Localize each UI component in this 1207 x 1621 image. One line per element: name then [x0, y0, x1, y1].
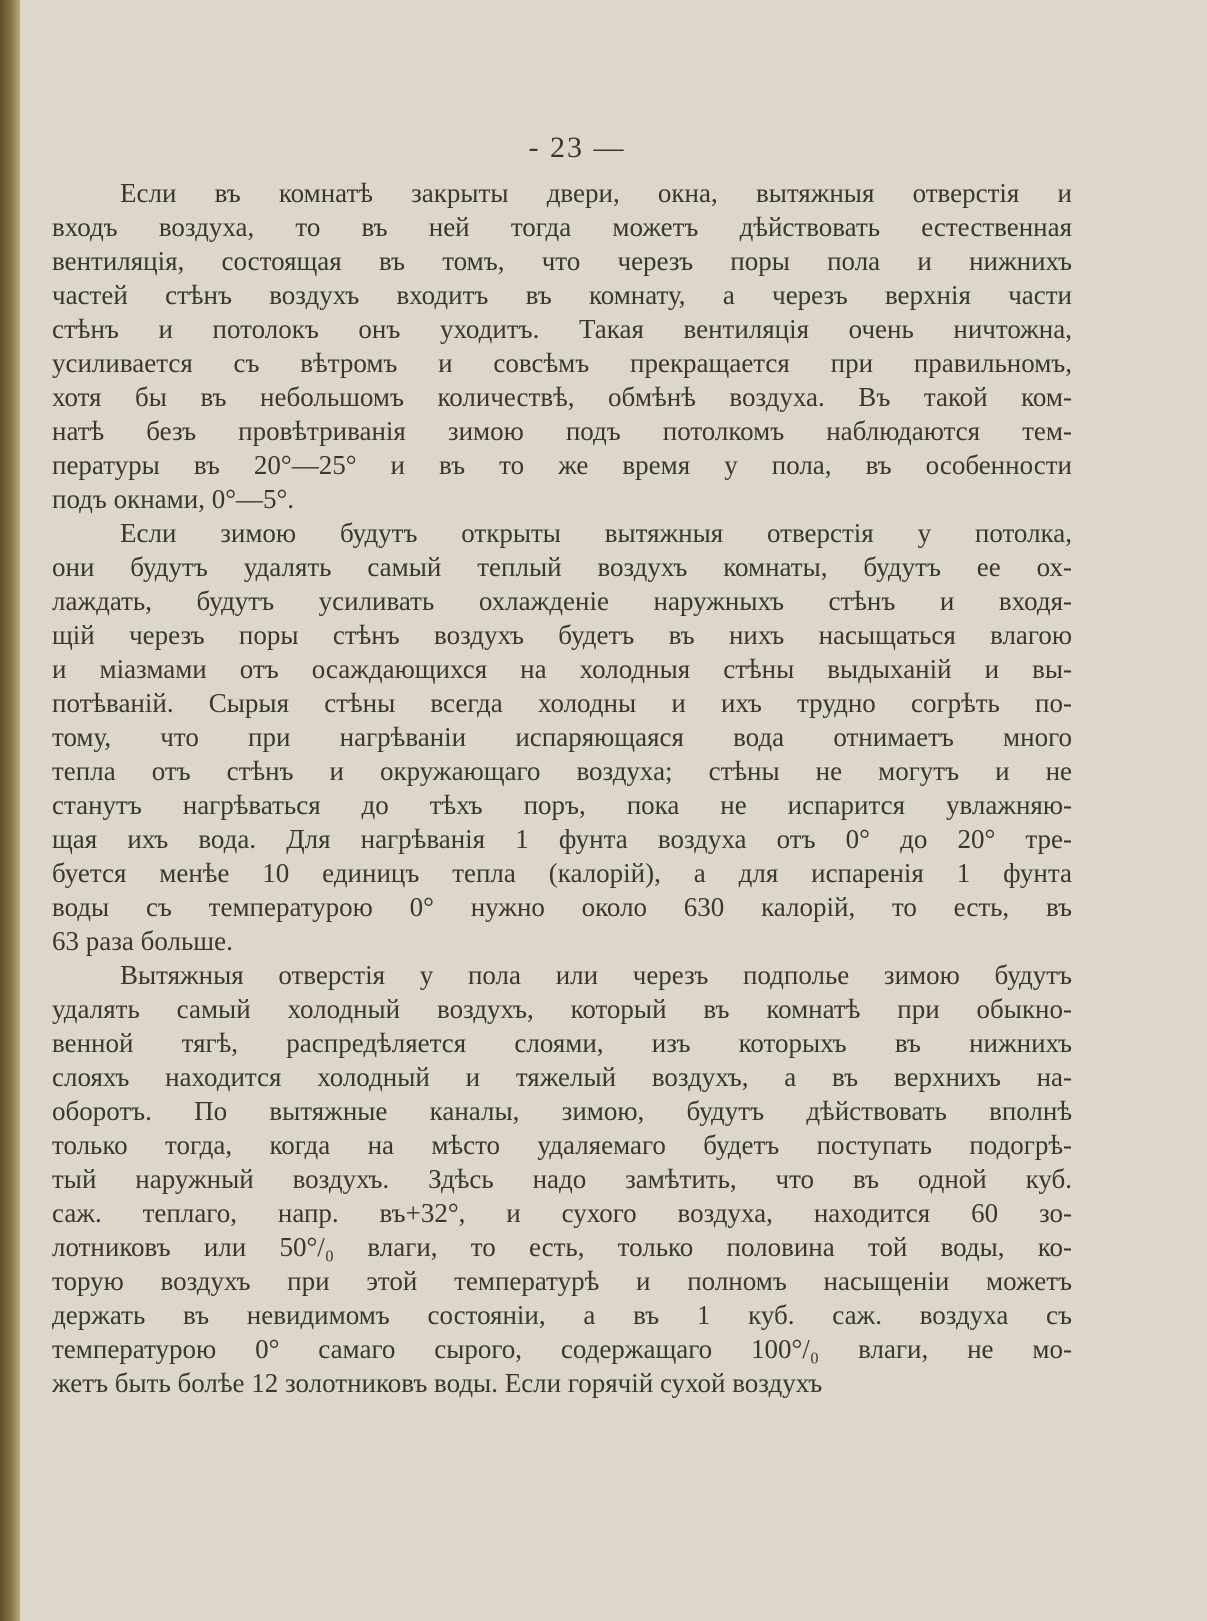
text-line: вентиляція, состоящая въ томъ, что черезъ поры пола и нижнихъ — [52, 246, 1072, 276]
paragraph-container — [52, 176, 1072, 1400]
text-line: пературы въ 20°—25° и въ то же время у пола, въ особенности — [52, 450, 1072, 480]
page-body — [52, 120, 1072, 1400]
text-line: щій черезъ поры стѣнъ воздухъ будетъ въ нихъ насыщаться влагою — [52, 620, 1072, 650]
text-line: торую воздухъ при этой температурѣ и полномъ насыщеніи можетъ — [52, 1266, 1072, 1296]
text-line: венной тягѣ, распредѣляется слоями, изъ которыхъ въ нижнихъ — [52, 1028, 1072, 1058]
text-line: станутъ нагрѣваться до тѣхъ поръ, пока не испарится увлажняю- — [52, 790, 1072, 820]
text-line: входъ воздуха, то въ ней тогда можетъ дѣйствовать естественная — [52, 212, 1072, 242]
text-line: слояхъ находится холодный и тяжелый воздухъ, а въ верхнихъ на- — [52, 1062, 1072, 1092]
text-line: держать въ невидимомъ состояніи, а въ 1 куб. саж. воздуха съ — [52, 1300, 1072, 1330]
paragraph-3 — [52, 958, 1072, 1400]
book-binding-edge — [0, 0, 20, 1621]
text-line: натѣ безъ провѣтриванія зимою подъ потолкомъ наблюдаются тем- — [52, 416, 1072, 446]
text-line: лотниковъ или 50°/₀ влаги, то есть, только половина той воды, ко- — [52, 1232, 1072, 1262]
text-line: саж. теплаго, напр. въ+32°, и сухого воздуха, находится 60 зо- — [52, 1198, 1072, 1228]
text-line: потѣваній. Сырыя стѣны всегда холодны и ихъ трудно согрѣть по- — [52, 688, 1072, 718]
text-line: буется менѣе 10 единицъ тепла (калорій), а для испаренія 1 фунта — [52, 858, 1072, 888]
text-line: только тогда, когда на мѣсто удаляемаго будетъ поступать подогрѣ- — [52, 1130, 1072, 1160]
paragraph-1 — [52, 176, 1072, 516]
text-line: хотя бы въ небольшомъ количествѣ, обмѣнѣ воздуха. Въ такой ком- — [52, 382, 1072, 412]
text-line: Если зимою будутъ открыты вытяжныя отверстія у потолка, — [120, 518, 1072, 548]
text-line: усиливается съ вѣтромъ и совсѣмъ прекращается при правильномъ, — [52, 348, 1072, 378]
text-line: стѣнъ и потолокъ онъ уходитъ. Такая вентиляція очень ничтожна, — [52, 314, 1072, 344]
text-line: они будутъ удалять самый теплый воздухъ комнаты, будутъ ее ох- — [52, 552, 1072, 582]
text-line: подъ окнами, 0°—5°. — [52, 484, 295, 514]
text-line: Вытяжныя отверстія у пола или черезъ подполье зимою будутъ — [120, 960, 1072, 990]
text-line: 63 раза больше. — [52, 926, 233, 956]
text-line: жетъ быть болѣе 12 золотниковъ воды. Если горячій сухой воздухъ — [52, 1368, 823, 1398]
text-line: тепла отъ стѣнъ и окружающаго воздуха; стѣны не могутъ и не — [52, 756, 1072, 786]
text-line: Если въ комнатѣ закрыты двери, окна, вытяжныя отверстія и — [120, 178, 1072, 208]
paragraph-2 — [52, 516, 1072, 958]
text-line: удалять самый холодный воздухъ, который въ комнатѣ при обыкно- — [52, 994, 1072, 1024]
text-line: щая ихъ вода. Для нагрѣванія 1 фунта воздуха отъ 0° до 20° тре- — [52, 824, 1072, 854]
page-number: - 23 — — [528, 131, 626, 164]
text-line: и міазмами отъ осаждающихся на холодныя стѣны выдыханій и вы- — [52, 654, 1072, 684]
text-line: тый наружный воздухъ. Здѣсь надо замѣтить, что въ одной куб. — [52, 1164, 1072, 1194]
text-line: тому, что при нагрѣваніи испаряющаяся вода отнимаетъ много — [52, 722, 1072, 752]
text-line: оборотъ. По вытяжные каналы, зимою, будутъ дѣйствовать вполнѣ — [52, 1096, 1072, 1126]
text-line: воды съ температурою 0° нужно около 630 калорій, то есть, въ — [52, 892, 1072, 922]
text-line: лаждать, будутъ усиливать охлажденіе наружныхъ стѣнъ и входя- — [52, 586, 1072, 616]
text-line: температурою 0° самаго сырого, содержащаго 100°/₀ влаги, не мо- — [52, 1334, 1072, 1364]
text-line: частей стѣнъ воздухъ входитъ въ комнату, а черезъ верхнія части — [52, 280, 1072, 310]
